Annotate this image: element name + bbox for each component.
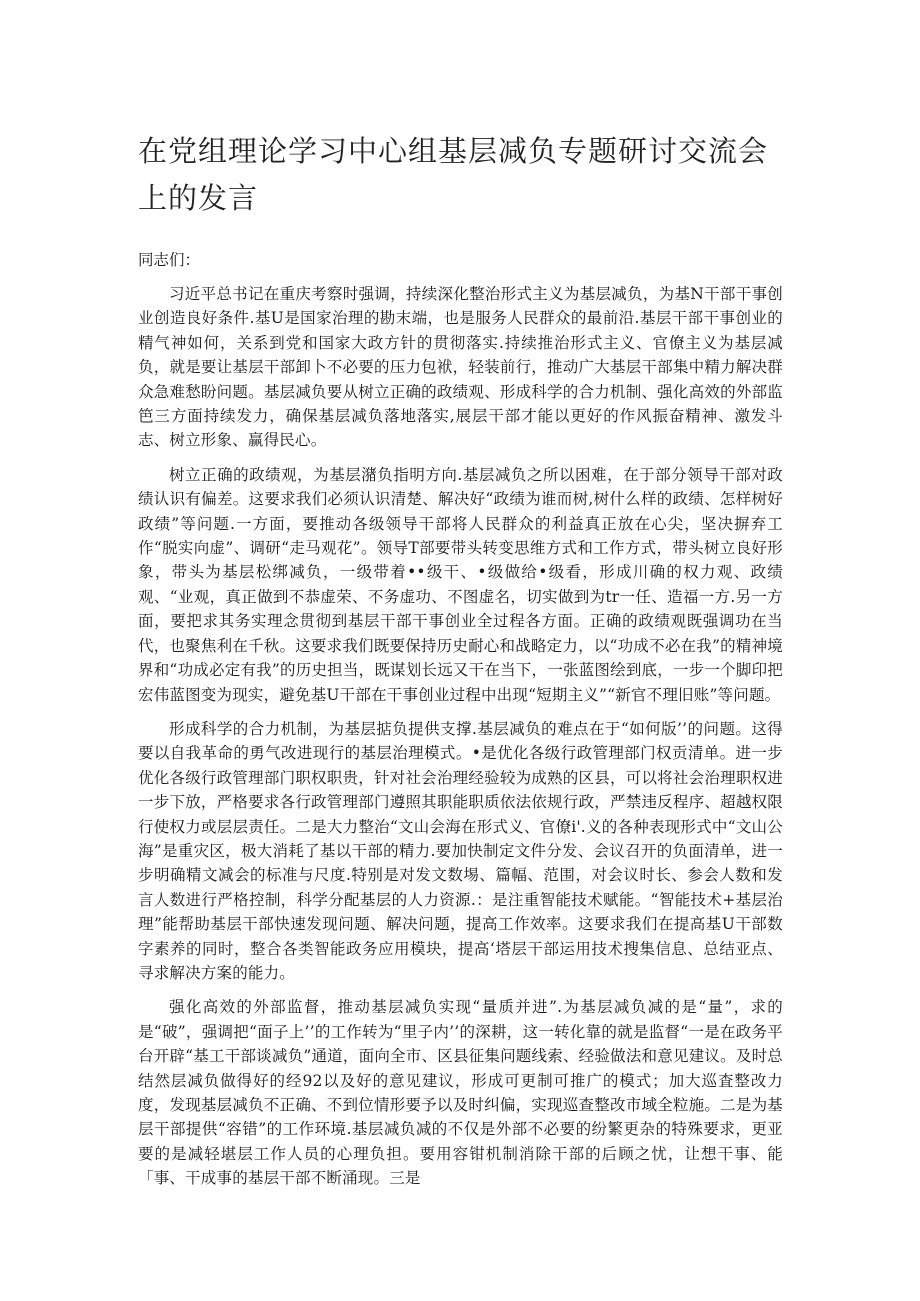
paragraph-intro: 习近平总书记在重庆考察时强调，持续深化整治形式主义为基层减负，为基N干部干事创业创造良好条件.基U是国家治理的勘末端，也是服务人民群众的最前沿.基层干部干事创业的精气神如何，关系到党和国家大政方针的贯彻落实.持续推治形式主义、官僚主义为基层减负，就是要让基层干部卸卜不必要的压力包袱，轻装前行，推动广大基层干部集中精力解决群众急难愁盼问题。基层减负要从树立正确的政绩观、形成科学的合力机制、强化高效的外部监笆三方面持续发力，确保基层减负落地落实,展层干部才能以更好的作风振奋精神、激发斗志、树立形象、赢得民心。: [138, 285, 783, 450]
document-title: 在党组理论学习中心组基层减负专题研讨交流会上的发言: [138, 134, 769, 215]
salutation: 同志们：: [138, 251, 201, 269]
document-page: [138, 128, 783, 1201]
paragraph-external-supervision: 强化高效的外部监督，推动基层减负实现“量质并进”.为基层减负减的是“量”，求的是“破”，强调把“面子上’’的工作转为“里子内’’的深耕，这一转化靠的就是监督“一是在政务平台开辟“基工干部谈减负”通道，面向全市、区县征集问题线索、经验做法和意见建议。及时总结然层减负做得好的经92以及好的意见建议，形成可更制可推广的模式；加大巡査整改力度，发现基层减负不正确、不到位情形要予以及时纠偏，实现巡查整改市域全粒施。二是为基层干部提供“容错”的工作环境.基层减负减的不仅是外部不必要的纷繁更杂的特殊要求，更亚要的是减轻堪层工作人员的心理负担。要用容钳机制消除干部的后顾之忧，让想干事、能「事、干成事的基层干部不断涌现。三是: [138, 998, 783, 1188]
paragraph-joint-mechanism: 形成科学的合力机制，为基层掂负提供支撑.基层减负的难点在于“如何版’’的问题。这得要以自我革命的勇气改进现行的基层治理模式。•是优化各级行政管理部门权贡清单。进一步优化各级行政管理部门职权职贵，针对社会治理经验较为成熟的区县，可以将社会治理职权进一步下放，严格要求各行政管理部门遵照其职能职质依法依规行政，严禁违反程序、超越权限行使权力或层层责任。二是大力整治“文山会海在形式义、官僚i'.义的各种表现形式中“文山公海”是重灾区，极大消耗了基以干部的精力.要加快制定文件分发、会议召开的负面清单，进一步明确精文减会的标准与尺度.特别是对发文数埸、篇幅、范围，对会议时长、参会人数和发言人数进行严格控制，科学分配基层的人力资源.：是注重智能技术赋能。“智能技术+基层治理”能帮助基层干部快速发现问题、解决问题，提高工作效率。这要求我们在提高基U干部数字素养的同时，整合各类智能政务应用模块，提高‘塔层干部运用技术搜集信息、总结亚点、寻求解决方案的能力。: [138, 719, 783, 982]
paragraph-political-performance: 树立正确的政绩观，为基层潴负指明方向.基层减负之所以困难，在于部分领导干部对政绩认识有偏差。这要求我们必须认识清楚、解决好“政绩为谁而树,树什么样的政绩、怎样树好政绩”等问题.一方面，要推动各级领导干部将人民群众的利益真正放在心尖，坚决摒弃工作“脱实向虚”、调研“走马观花”。领导T部要带头转变思维方式和工作方式，带头树立良好形象，带头为基层松绑减负，一级带着••级干、•级做给•级看，形成川确的权力观、政绩观、“业观，真正做到不恭虚荣、不务虚功、不图虚名，切实做到为tr一任、造福一方.另一方面，要把求其务实理念贯彻到基层干部干事创业全过程各方面。正确的政绩观既强调功在当代，也聚焦利在千秋。这要求我们既要保持历史耐心和战略定力，以“功成不必在我”的精神境界和“功成必定有我”的历史担当，既谋划长远又干在当下，一张蓝图绘到底，一步一个脚印把宏伟蓝图变为现实，避免基U干部在干事创业过程中出现“短期主义”“新官不理旧账”等问题。: [138, 465, 783, 704]
